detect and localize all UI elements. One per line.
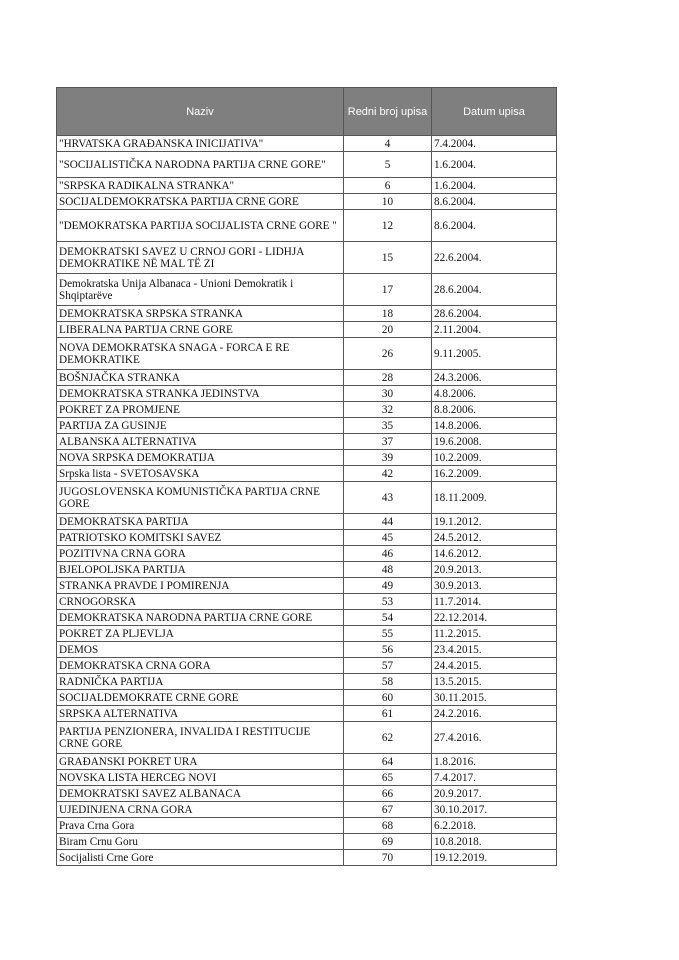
cell-registration-date: 1.6.2004. xyxy=(432,178,557,194)
cell-name: "SOCIJALISTIČKA NARODNA PARTIJA CRNE GORE" xyxy=(57,152,344,178)
cell-registration-number: 62 xyxy=(344,722,432,754)
cell-name: UJEDINJENA CRNA GORA xyxy=(57,802,344,818)
table-row xyxy=(57,578,557,594)
header-registration-date: Datum upisa xyxy=(432,88,557,136)
table-row xyxy=(57,722,557,754)
cell-registration-date: 22.12.2014. xyxy=(432,610,557,626)
cell-name: LIBERALNA PARTIJA CRNE GORE xyxy=(57,322,344,338)
cell-name: DEMOKRATSKA SRPSKA STRANKA xyxy=(57,306,344,322)
cell-registration-number: 17 xyxy=(344,274,432,306)
table-row xyxy=(57,274,557,306)
cell-registration-date: 7.4.2004. xyxy=(432,136,557,152)
cell-registration-number: 55 xyxy=(344,626,432,642)
cell-registration-number: 57 xyxy=(344,658,432,674)
table-row xyxy=(57,466,557,482)
cell-name: "SRPSKA RADIKALNA STRANKA" xyxy=(57,178,344,194)
cell-registration-date: 19.6.2008. xyxy=(432,434,557,450)
cell-name: NOVA DEMOKRATSKA SNAGA - FORCA E RE DEMOKRATIKE xyxy=(57,338,344,370)
cell-registration-date: 19.12.2019. xyxy=(432,850,557,866)
cell-registration-number: 37 xyxy=(344,434,432,450)
cell-name: PATRIOTSKO KOMITSKI SAVEZ xyxy=(57,530,344,546)
table-row xyxy=(57,322,557,338)
table-row xyxy=(57,450,557,466)
cell-name: JUGOSLOVENSKA KOMUNISTIČKA PARTIJA CRNE GORE xyxy=(57,482,344,514)
cell-name: Demokratska Unija Albanaca - Unioni Demokratik i Shqiptarëve xyxy=(57,274,344,306)
cell-name: NOVA SRPSKA DEMOKRATIJA xyxy=(57,450,344,466)
party-registry-table xyxy=(56,87,557,866)
table-row xyxy=(57,818,557,834)
cell-registration-date: 4.8.2006. xyxy=(432,386,557,402)
cell-registration-number: 30 xyxy=(344,386,432,402)
table-row xyxy=(57,546,557,562)
cell-registration-number: 49 xyxy=(344,578,432,594)
cell-name: DEMOKRATSKA NARODNA PARTIJA CRNE GORE xyxy=(57,610,344,626)
table-row xyxy=(57,850,557,866)
table-row xyxy=(57,674,557,690)
cell-registration-date: 24.5.2012. xyxy=(432,530,557,546)
cell-registration-date: 30.9.2013. xyxy=(432,578,557,594)
table-row xyxy=(57,178,557,194)
table-row xyxy=(57,434,557,450)
cell-registration-number: 18 xyxy=(344,306,432,322)
cell-registration-number: 35 xyxy=(344,418,432,434)
table-header-row xyxy=(57,88,557,136)
cell-registration-date: 19.1.2012. xyxy=(432,514,557,530)
table-row xyxy=(57,482,557,514)
header-name: Naziv xyxy=(57,88,344,136)
cell-name: RADNIČKA PARTIJA xyxy=(57,674,344,690)
cell-registration-number: 6 xyxy=(344,178,432,194)
cell-registration-date: 24.2.2016. xyxy=(432,706,557,722)
cell-registration-date: 18.11.2009. xyxy=(432,482,557,514)
cell-registration-date: 20.9.2017. xyxy=(432,786,557,802)
cell-registration-date: 10.2.2009. xyxy=(432,450,557,466)
cell-registration-number: 53 xyxy=(344,594,432,610)
cell-registration-date: 1.6.2004. xyxy=(432,152,557,178)
table-row xyxy=(57,594,557,610)
cell-name: SOCIJALDEMOKRATSKA PARTIJA CRNE GORE xyxy=(57,194,344,210)
cell-registration-date: 24.3.2006. xyxy=(432,370,557,386)
table-row xyxy=(57,386,557,402)
table-row xyxy=(57,642,557,658)
cell-registration-number: 58 xyxy=(344,674,432,690)
cell-name: DEMOKRATSKA CRNA GORA xyxy=(57,658,344,674)
cell-registration-date: 14.8.2006. xyxy=(432,418,557,434)
cell-registration-date: 8.8.2006. xyxy=(432,402,557,418)
cell-name: SOCIJALDEMOKRATE CRNE GORE xyxy=(57,690,344,706)
cell-registration-date: 28.6.2004. xyxy=(432,274,557,306)
cell-registration-date: 27.4.2016. xyxy=(432,722,557,754)
cell-name: POZITIVNA CRNA GORA xyxy=(57,546,344,562)
cell-registration-number: 54 xyxy=(344,610,432,626)
cell-registration-number: 56 xyxy=(344,642,432,658)
cell-registration-date: 14.6.2012. xyxy=(432,546,557,562)
table-row xyxy=(57,152,557,178)
cell-registration-number: 43 xyxy=(344,482,432,514)
cell-registration-number: 42 xyxy=(344,466,432,482)
cell-registration-number: 64 xyxy=(344,754,432,770)
cell-registration-number: 45 xyxy=(344,530,432,546)
cell-registration-number: 61 xyxy=(344,706,432,722)
cell-registration-date: 30.11.2015. xyxy=(432,690,557,706)
cell-name: POKRET ZA PROMJENE xyxy=(57,402,344,418)
cell-registration-number: 5 xyxy=(344,152,432,178)
cell-name: CRNOGORSKA xyxy=(57,594,344,610)
cell-name: BJELOPOLJSKA PARTIJA xyxy=(57,562,344,578)
table-row xyxy=(57,626,557,642)
cell-registration-date: 16.2.2009. xyxy=(432,466,557,482)
cell-registration-date: 28.6.2004. xyxy=(432,306,557,322)
cell-registration-number: 46 xyxy=(344,546,432,562)
table-row xyxy=(57,338,557,370)
cell-registration-number: 69 xyxy=(344,834,432,850)
cell-name: DEMOKRATSKA PARTIJA xyxy=(57,514,344,530)
cell-name: SRPSKA ALTERNATIVA xyxy=(57,706,344,722)
cell-registration-date: 2.11.2004. xyxy=(432,322,557,338)
cell-name: PARTIJA ZA GUSINJE xyxy=(57,418,344,434)
cell-name: POKRET ZA PLJEVLJA xyxy=(57,626,344,642)
cell-registration-number: 4 xyxy=(344,136,432,152)
table-row xyxy=(57,834,557,850)
cell-registration-date: 30.10.2017. xyxy=(432,802,557,818)
cell-registration-number: 15 xyxy=(344,242,432,274)
cell-registration-number: 20 xyxy=(344,322,432,338)
cell-name: BOŠNJAČKA STRANKA xyxy=(57,370,344,386)
cell-registration-date: 20.9.2013. xyxy=(432,562,557,578)
table-row xyxy=(57,418,557,434)
cell-registration-date: 24.4.2015. xyxy=(432,658,557,674)
table-row xyxy=(57,562,557,578)
cell-registration-date: 6.2.2018. xyxy=(432,818,557,834)
table-row xyxy=(57,306,557,322)
cell-registration-number: 60 xyxy=(344,690,432,706)
cell-registration-number: 67 xyxy=(344,802,432,818)
cell-name: Srpska lista - SVETOSAVSKA xyxy=(57,466,344,482)
cell-registration-number: 28 xyxy=(344,370,432,386)
cell-registration-number: 48 xyxy=(344,562,432,578)
cell-registration-date: 23.4.2015. xyxy=(432,642,557,658)
cell-name: DEMOKRATSKI SAVEZ U CRNOJ GORI - LIDHJA DEMOKRATIKE NË MAL TË ZI xyxy=(57,242,344,274)
cell-name: STRANKA PRAVDE I POMIRENJA xyxy=(57,578,344,594)
cell-registration-number: 10 xyxy=(344,194,432,210)
cell-registration-date: 13.5.2015. xyxy=(432,674,557,690)
table-row xyxy=(57,690,557,706)
cell-name: DEMOKRATSKI SAVEZ ALBANACA xyxy=(57,786,344,802)
cell-registration-number: 70 xyxy=(344,850,432,866)
cell-registration-number: 39 xyxy=(344,450,432,466)
table-row xyxy=(57,658,557,674)
table-row xyxy=(57,514,557,530)
cell-registration-date: 9.11.2005. xyxy=(432,338,557,370)
cell-registration-date: 10.8.2018. xyxy=(432,834,557,850)
cell-registration-date: 1.8.2016. xyxy=(432,754,557,770)
cell-name: NOVSKA LISTA HERCEG NOVI xyxy=(57,770,344,786)
cell-name: Biram Crnu Goru xyxy=(57,834,344,850)
cell-registration-number: 68 xyxy=(344,818,432,834)
cell-registration-date: 7.4.2017. xyxy=(432,770,557,786)
cell-name: "DEMOKRATSKA PARTIJA SOCIJALISTA CRNE GORE " xyxy=(57,210,344,242)
cell-registration-date: 8.6.2004. xyxy=(432,194,557,210)
cell-registration-number: 26 xyxy=(344,338,432,370)
cell-name: DEMOS xyxy=(57,642,344,658)
table-row xyxy=(57,770,557,786)
table-row xyxy=(57,786,557,802)
table-row xyxy=(57,136,557,152)
table-row xyxy=(57,370,557,386)
cell-registration-date: 8.6.2004. xyxy=(432,210,557,242)
table-row xyxy=(57,242,557,274)
table-row xyxy=(57,706,557,722)
cell-registration-date: 22.6.2004. xyxy=(432,242,557,274)
cell-name: Prava Crna Gora xyxy=(57,818,344,834)
cell-name: GRAĐANSKI POKRET URA xyxy=(57,754,344,770)
cell-registration-number: 44 xyxy=(344,514,432,530)
cell-registration-date: 11.2.2015. xyxy=(432,626,557,642)
cell-name: DEMOKRATSKA STRANKA JEDINSTVA xyxy=(57,386,344,402)
table-row xyxy=(57,802,557,818)
cell-registration-number: 66 xyxy=(344,786,432,802)
table-row xyxy=(57,530,557,546)
table-row xyxy=(57,610,557,626)
cell-name: ALBANSKA ALTERNATIVA xyxy=(57,434,344,450)
cell-registration-number: 12 xyxy=(344,210,432,242)
table-row xyxy=(57,402,557,418)
table-row xyxy=(57,194,557,210)
header-registration-number: Redni broj upisa xyxy=(344,88,432,136)
cell-name: PARTIJA PENZIONERA, INVALIDA I RESTITUCIJE CRNE GORE xyxy=(57,722,344,754)
cell-registration-number: 32 xyxy=(344,402,432,418)
table-row xyxy=(57,210,557,242)
cell-name: "HRVATSKA GRAĐANSKA INICIJATIVA" xyxy=(57,136,344,152)
table-row xyxy=(57,754,557,770)
cell-name: Socijalisti Crne Gore xyxy=(57,850,344,866)
cell-registration-date: 11.7.2014. xyxy=(432,594,557,610)
cell-registration-number: 65 xyxy=(344,770,432,786)
